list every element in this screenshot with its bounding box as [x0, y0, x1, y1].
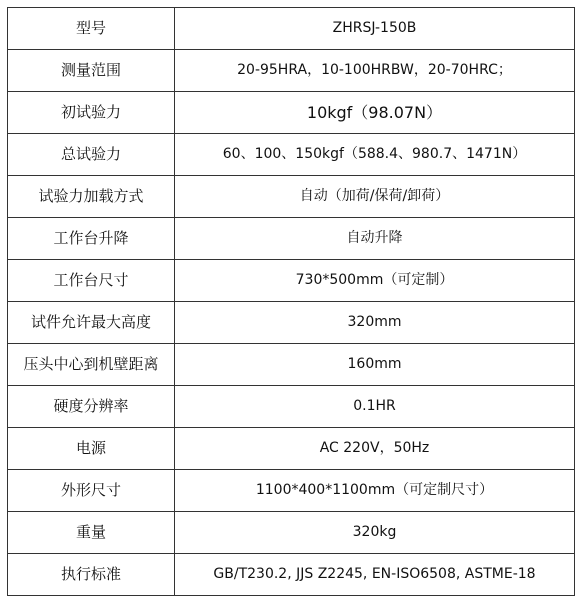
table-row	[8, 92, 575, 134]
table-row	[8, 176, 575, 218]
table-row	[8, 386, 575, 428]
row-value: 320kg	[175, 512, 575, 554]
row-label: 重量	[8, 512, 175, 554]
row-value: 20-95HRA，10-100HRBW，20-70HRC；	[175, 50, 575, 92]
row-label: 外形尺寸	[8, 470, 175, 512]
row-label: 工作台升降	[8, 218, 175, 260]
row-label: 工作台尺寸	[8, 260, 175, 302]
row-label: 硬度分辨率	[8, 386, 175, 428]
table-row	[8, 470, 575, 512]
row-value: ZHRSJ-150B	[175, 8, 575, 50]
table-row	[8, 50, 575, 92]
table-row	[8, 512, 575, 554]
row-label: 总试验力	[8, 134, 175, 176]
row-value: 320mm	[175, 302, 575, 344]
row-value: 自动升降	[175, 218, 575, 260]
table-row	[8, 302, 575, 344]
row-label: 试验力加载方式	[8, 176, 175, 218]
row-label: 初试验力	[8, 92, 175, 134]
row-label: 压头中心到机壁距离	[8, 344, 175, 386]
table-row	[8, 428, 575, 470]
row-value: 60、100、150kgf（588.4、980.7、1471N）	[175, 134, 575, 176]
row-label: 执行标准	[8, 554, 175, 596]
row-value: 730*500mm（可定制）	[175, 260, 575, 302]
table-row	[8, 8, 575, 50]
table-row	[8, 554, 575, 596]
table-row	[8, 344, 575, 386]
table-row	[8, 218, 575, 260]
row-value: 160mm	[175, 344, 575, 386]
row-label: 电源	[8, 428, 175, 470]
row-value: AC 220V，50Hz	[175, 428, 575, 470]
row-value: 1100*400*1100mm（可定制尺寸）	[175, 470, 575, 512]
row-label: 测量范围	[8, 50, 175, 92]
row-label: 试件允许最大高度	[8, 302, 175, 344]
row-value: 0.1HR	[175, 386, 575, 428]
row-value: GB/T230.2, JJS Z2245, EN-ISO6508, ASTME-18	[175, 554, 575, 596]
spec-table	[7, 7, 575, 596]
row-label: 型号	[8, 8, 175, 50]
row-value: 自动（加荷/保荷/卸荷）	[175, 176, 575, 218]
table-row	[8, 134, 575, 176]
table-row	[8, 260, 575, 302]
row-value: 10kgf（98.07N）	[175, 92, 575, 134]
